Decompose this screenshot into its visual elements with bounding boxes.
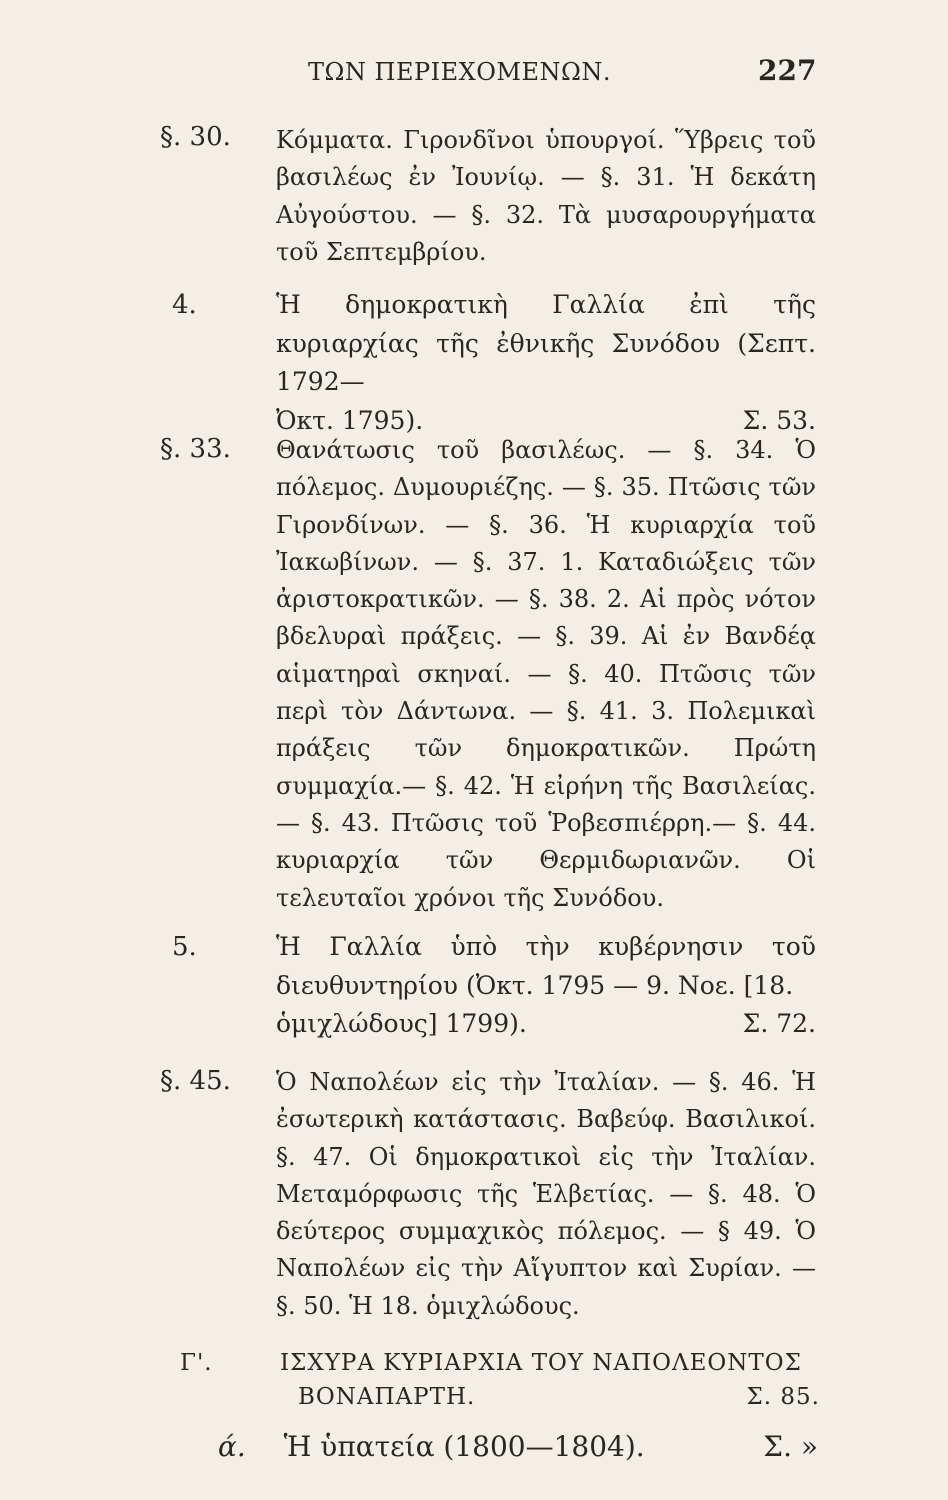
- subentry-marker: ά.: [218, 1430, 246, 1463]
- section-marker: §. 45.: [160, 1066, 231, 1096]
- page-number: 227: [758, 54, 817, 87]
- section-heading: [276, 928, 816, 1044]
- chapter-title-line1: ΙΣΧΥΡΑ ΚΥΡΙΑΡΧΙΑ ΤΟΥ ΝΑΠΟΛΕΟΝΤΟΣ: [280, 1350, 802, 1376]
- chapter-marker: Γ'.: [180, 1350, 213, 1376]
- entry-text: Κόμματα. Γιρονδῖνοι ὑπουργοί. Ὕβρεις τοῦ βασιλέως ἐν Ἰουνίῳ. — §. 31. Ἡ δεκάτη Αὐγούστου. — §. 32. Τὰ μυσαρουργήματα τοῦ Σεπτεμβρίου.: [276, 126, 816, 266]
- subentry: [218, 1430, 818, 1463]
- section-heading-endline: [276, 1005, 816, 1044]
- section-heading-dates: ὁμιχλώδους] 1799).: [276, 1009, 527, 1039]
- chapter-title-line2: ΒΟΝΑΠΑΡΤΗ.: [298, 1384, 476, 1410]
- section-page-ref: Σ. 53.: [742, 405, 816, 435]
- section-marker: §. 30.: [160, 122, 231, 152]
- section-heading-text: Ἡ Γαλλία ὑπὸ τὴν κυβέρνησιν τοῦ διευθυντηρίου (Ὀκτ. 1795 — 9. Νοε. [18.: [276, 932, 816, 1000]
- section-page-ref: Σ. 72.: [742, 1009, 816, 1039]
- running-header-title: ΤΩΝ ΠΕΡΙΕΧΟΜΕΝΩΝ.: [308, 58, 612, 86]
- subentry-page-ref: Σ. »: [763, 1430, 818, 1463]
- chapter-number: 4.: [172, 290, 197, 320]
- entry-text: Θανάτωσις τοῦ βασιλέως. — §. 34. Ὁ πόλεμος. Δυμουριέζης. — §. 35. Πτῶσις τῶν Γιρονδίνων. — §. 36. Ἡ κυριαρχία τοῦ Ἰακωβίνων. — §. 37. 1. Καταδιώξεις τῶν ἀριστοκρατικῶν. — §. 38. 2. Αἱ πρὸς νότον βδελυραὶ πράξεις. — §. 39. Αἱ ἐν Βανδέᾳ αἱματηραὶ σκηναί. — §. 40. Πτῶσις τῶν περὶ τὸν Δάντωνα. — §. 41. 3. Πολεμικαὶ πράξεις τῶν δημοκρατικῶν. Πρώτη συμμαχία.— §. 42. Ἡ εἰρήνη τῆς Βασιλείας. — §. 43. Πτῶσις τοῦ Ῥοβεσπιέρρη.— §. 44. κυριαρχία τῶν Θερμιδωριανῶν. Οἱ τελευταῖοι χρόνοι τῆς Συνόδου.: [276, 436, 816, 912]
- subentry-text: Ἡ ὑπατεία (1800—1804).: [283, 1430, 645, 1463]
- chapter-page-ref: Σ. 85.: [746, 1384, 820, 1410]
- section-heading: [276, 286, 816, 440]
- chapter-number: 5.: [172, 932, 197, 962]
- section-heading-text: Ἡ δημοκρατικὴ Γαλλία ἐπὶ τῆς κυριαρχίας τῆς ἐθνικῆς Συνόδου (Σεπτ. 1792—: [276, 290, 816, 397]
- section-marker: §. 33.: [160, 434, 231, 464]
- entry-text: Ὁ Ναπολέων εἰς τὴν Ἰταλίαν. — §. 46. Ἡ ἐσωτερικὴ κατάστασις. Βαβεύφ. Βασιλικοί. §. 47. Οἱ δημοκρατικοὶ εἰς τὴν Ἰταλίαν. Μεταμόρφωσις τῆς Ἑλβετίας. — §. 48. Ὁ δεύτερος συμμαχικὸς πόλεμος. — § 49. Ὁ Ναπολέων εἰς τὴν Αἴγυπτον καὶ Συρίαν. — §. 50. Ἡ 18. ὁμιχλώδους.: [276, 1068, 816, 1320]
- chapter-heading: [180, 1350, 820, 1410]
- section-heading-dates: Ὀκτ. 1795).: [276, 405, 424, 435]
